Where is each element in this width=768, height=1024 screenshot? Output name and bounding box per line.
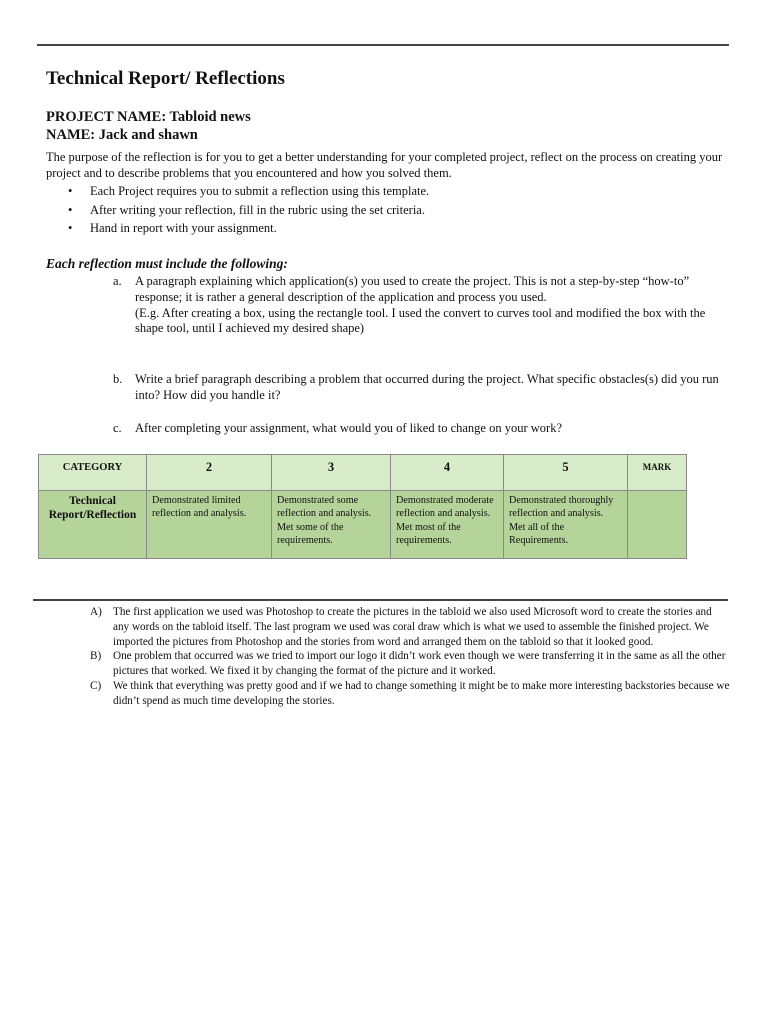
rubric-header-row <box>39 455 687 491</box>
rubric-row <box>39 491 687 559</box>
answers-list <box>90 605 730 709</box>
rubric-header-mark: MARK <box>628 455 687 491</box>
instruction-bullets <box>46 182 429 238</box>
answer-label: C) <box>90 679 102 692</box>
question-label: c. <box>113 421 122 435</box>
bullet-icon: • <box>68 202 73 217</box>
bullet-icon: • <box>68 184 73 198</box>
answer-label: A) <box>90 606 102 618</box>
bullet-icon: • <box>68 221 73 236</box>
question-c <box>113 421 725 437</box>
answer-text: The first application we used was Photoshop to create the pictures in the tabloid we also used Microsoft word to create the stories and any words on the tabloid itself. The last program we used was coral draw which is what we used to assemble the finished project. We imported the pictures from Photoshop and the stories from word and arranged them on the tabloid so that it looked good. <box>113 606 712 648</box>
question-text: After completing your assignment, what would you of liked to change on your work? <box>135 421 562 435</box>
bullet-item: • After writing your reflection, fill in the rubric using the set criteria. <box>46 201 429 220</box>
answer-text: One problem that occurred was we tried to import our logo it didn’t work even though we were transferring it in the same as all the other pictures that worked. We fixed it by changing the format of the picture and it worked. <box>113 650 726 678</box>
rubric-header-category: CATEGORY <box>39 455 147 491</box>
question-label: b. <box>113 372 123 386</box>
rubric-header-score-2: 2 <box>147 455 272 491</box>
rubric-table <box>38 454 687 559</box>
project-name: PROJECT NAME: Tabloid news <box>46 109 251 125</box>
page-title: Technical Report/ Reflections <box>46 68 285 89</box>
top-divider <box>37 44 729 46</box>
answer-a <box>90 605 730 649</box>
student-names: NAME: Jack and shawn <box>46 127 198 143</box>
rubric-cell-5: Demonstrated thoroughly reflection and analysis. Met all of the Requirements. <box>504 491 628 559</box>
rubric-header-score-3: 3 <box>272 455 391 491</box>
purpose-paragraph: The purpose of the reflection is for you to get a better understanding for your completed project, reflect on the process on creating your project and to describe problems that you encountered and how you solved them. <box>46 150 723 180</box>
rubric-mark-cell <box>628 491 687 559</box>
question-b <box>113 372 725 404</box>
answer-label: B) <box>90 650 102 663</box>
section-divider <box>33 599 728 601</box>
requirements-heading: Each reflection must include the following: <box>46 256 288 271</box>
question-a <box>113 274 725 337</box>
bullet-item: • Each Project requires you to submit a reflection using this template. <box>46 182 429 201</box>
rubric-header-score-5: 5 <box>504 455 628 491</box>
question-text: A paragraph explaining which application(s) you used to create the project. This is not a step-by-step “how-to” response; it is rather a general description of the application and process you used. (E.g. After creating a box, using the rectangle tool. I used the convert to curves tool and modified the box with the shape tool, until I achieved my desired shape) <box>135 274 706 336</box>
question-label: a. <box>113 274 122 288</box>
question-text: Write a brief paragraph describing a problem that occurred during the project. What specific obstacles(s) did you run into? How did you handle it? <box>135 372 719 402</box>
rubric-cell-3: Demonstrated some reflection and analysis. Met some of the requirements. <box>272 491 391 559</box>
answer-b <box>90 649 730 679</box>
answer-text: We think that everything was pretty good and if we had to change something it might be to make more interesting backstories because we didn’t spend as much time developing the stories. <box>113 679 730 707</box>
rubric-category-cell: Technical Report/Reflection <box>39 491 147 559</box>
rubric-header-score-4: 4 <box>391 455 504 491</box>
answer-c <box>90 679 730 709</box>
bullet-item: • Hand in report with your assignment. <box>46 219 429 238</box>
rubric-cell-4: Demonstrated moderate reflection and analysis. Met most of the requirements. <box>391 491 504 559</box>
rubric-cell-2: Demonstrated limited reflection and analysis. <box>147 491 272 559</box>
